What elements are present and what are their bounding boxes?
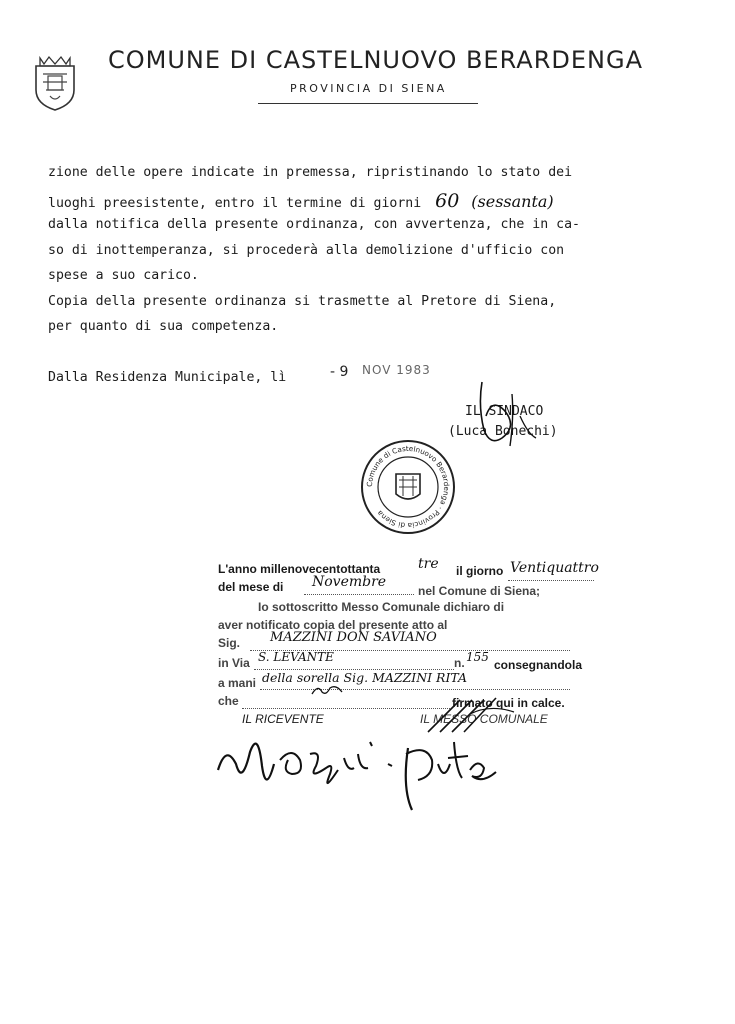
body-line-3: dalla notifica della presente ordinanza, con avvertenza, che in ca- (48, 217, 580, 232)
mayor-title: IL SINDACO (465, 404, 544, 419)
notice-l3-print: Io sottoscritto Messo Comunale dichiaro di (258, 600, 505, 614)
notice-l1-hand2: Ventiquattro (510, 560, 599, 576)
notice-l4-print: aver notificato copia del presente atto al (218, 618, 448, 632)
municipal-seal-icon (358, 438, 458, 536)
notice-l6-print2: n. (454, 656, 465, 670)
notice-l8-print2: firmato qui in calce. (452, 696, 565, 710)
body-line-2-text: luoghi preesistente, entro il termine di giorni (48, 196, 422, 211)
body-line-2 (48, 190, 554, 212)
notice-l2-hand: Novembre (312, 574, 387, 590)
body-line-5: spese a suo carico. (48, 268, 199, 283)
mayor-signature-icon (468, 376, 538, 456)
notice-l6-print3: consegnandola (494, 658, 583, 672)
notice-l8-print: che (218, 694, 239, 708)
seal-text: Comune di Castelnuovo Berardenga · Provincia di Siena (364, 443, 452, 531)
notice-l2-fillrule (304, 594, 414, 595)
notice-l6-hand2: 155 (466, 650, 489, 664)
notice-l2-print2: nel Comune di Siena; (418, 584, 541, 598)
body-line-1: zione delle opere indicate in premessa, ripristinando lo stato dei (48, 165, 573, 180)
province-subtitle: PROVINCIA DI SIENA (290, 82, 447, 95)
notice-l7-print: a mani (218, 676, 257, 690)
notice-l2-print: del mese di (218, 580, 284, 594)
notice-l6-hand: S. LEVANTE (258, 650, 334, 664)
notice-l7-fillrule (260, 689, 570, 690)
body-line-7: per quanto di sua competenza. (48, 319, 279, 334)
receiver-label: IL RICEVENTE (242, 712, 324, 726)
handwritten-days-number: 60 (435, 190, 460, 212)
body-line-6: Copia della presente ordinanza si trasmette al Pretore di Siena, (48, 294, 557, 309)
mayor-name: (Luca Bonechi) (448, 424, 558, 439)
notice-l7-hand: della sorella Sig. MAZZINI RITA (262, 670, 468, 685)
body-line-4: so di inottemperanza, si procederà alla demolizione d'ufficio con (48, 243, 565, 258)
notice-l5-print: Sig. (218, 636, 241, 650)
notice-l1-print: L'anno millenovecentottanta (218, 562, 381, 576)
dateline: Dalla Residenza Municipale, lì (48, 370, 287, 385)
notice-l1-fillrule (508, 580, 594, 581)
municipality-title: COMUNE DI CASTELNUOVO BERARDENGA (108, 46, 644, 74)
receiver-signature-icon (212, 724, 502, 814)
date-stamp-day: - 9 (330, 364, 349, 380)
handwritten-days-word: (sessanta) (471, 192, 554, 211)
header-divider (258, 103, 478, 104)
notice-fa-scribble-icon (308, 682, 348, 698)
notice-l1-print2: il giorno (456, 564, 504, 578)
notice-l6-print: in Via (218, 656, 250, 670)
notice-l5-hand: MAZZINI DON SAVIANO (270, 630, 437, 645)
notice-l1-hand: tre (418, 556, 439, 572)
messenger-label: IL MESSO COMUNALE (420, 712, 548, 726)
date-stamp-month-year: NOV 1983 (362, 363, 431, 377)
municipal-crest-icon (32, 52, 78, 112)
